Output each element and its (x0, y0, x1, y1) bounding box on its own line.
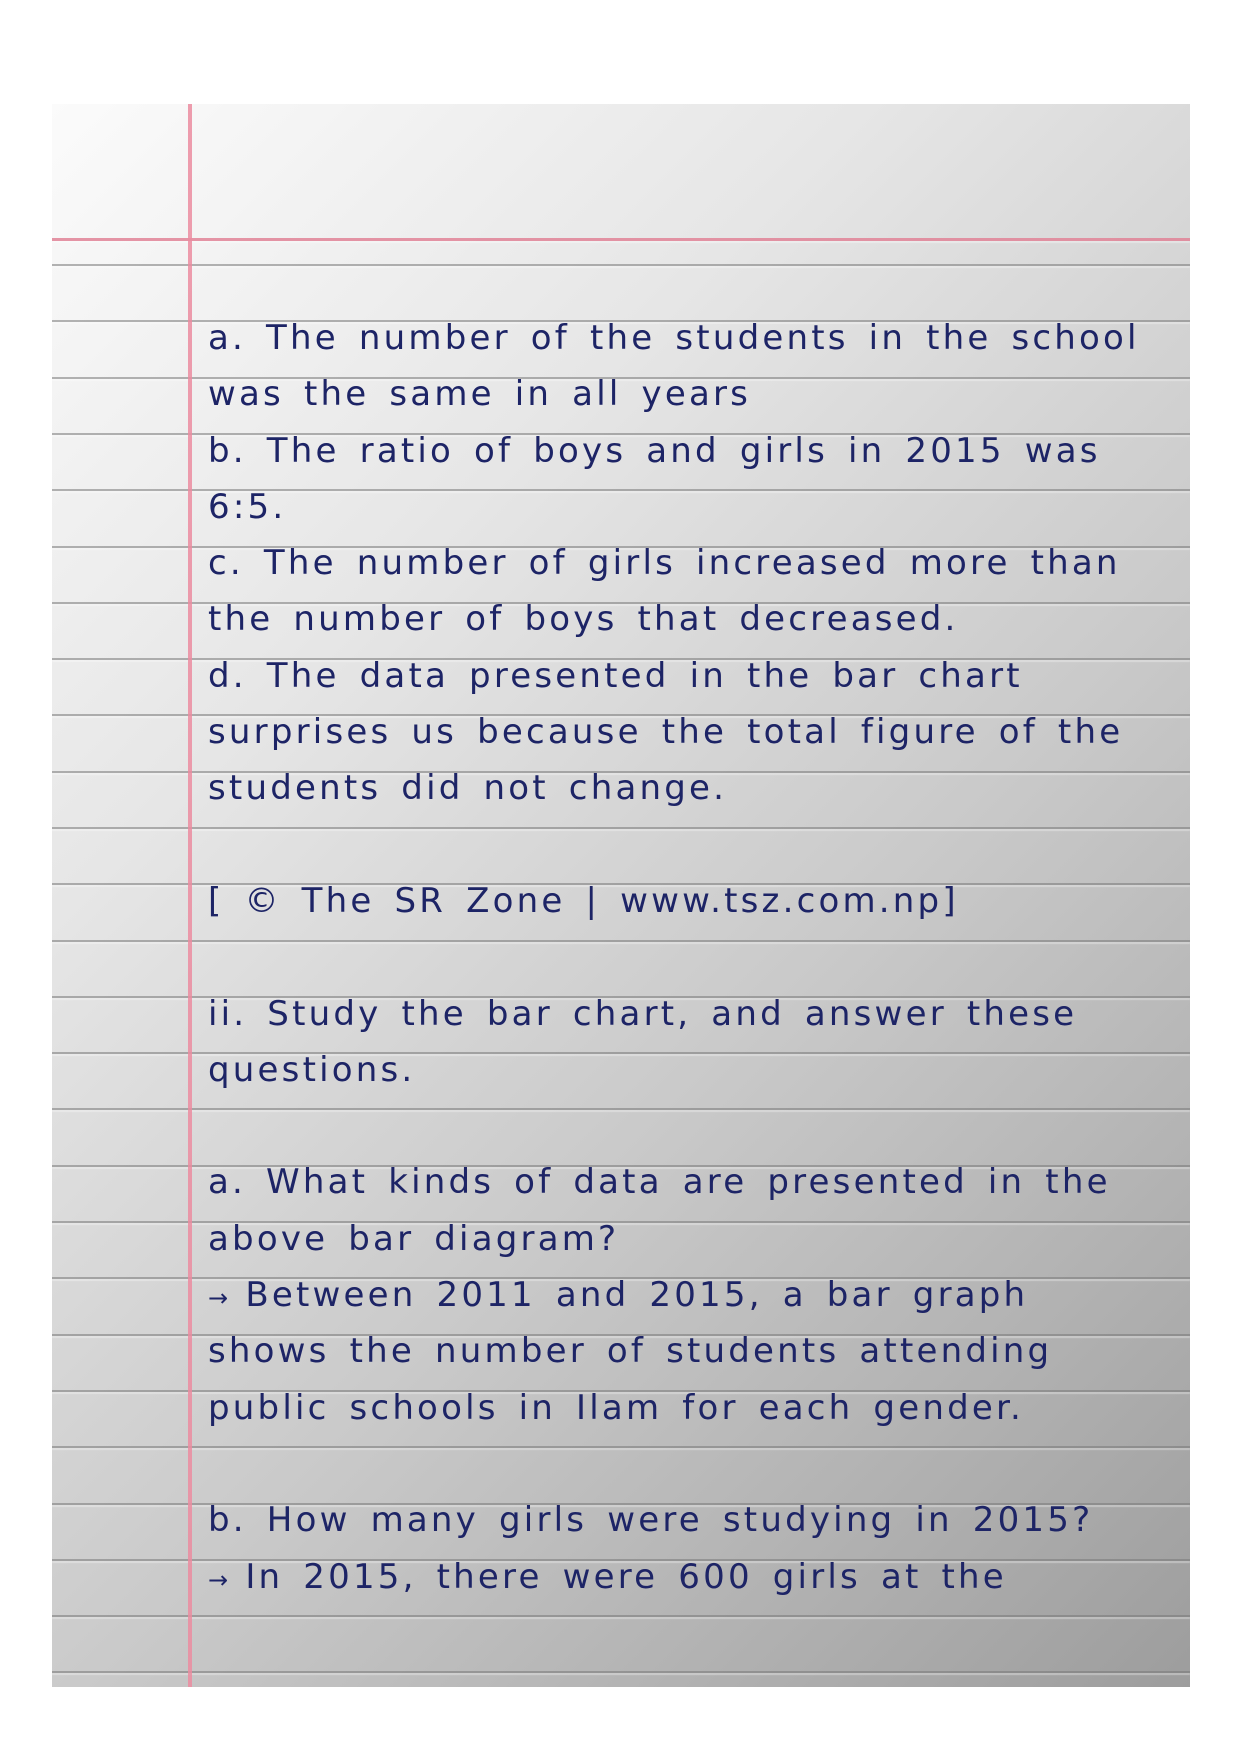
question-line: b. How many girls were studying in 2015? (208, 1500, 1094, 1541)
answer-line: → Between 2011 and 2015, a bar graph (208, 1275, 1029, 1316)
text-line: questions. (208, 1049, 416, 1090)
notebook-page (52, 104, 1190, 1687)
answer-line: → In 2015, there were 600 girls at the (208, 1556, 1007, 1597)
question-line: above bar diagram? (208, 1218, 620, 1259)
text-line: b. The ratio of boys and girls in 2015 was (208, 430, 1101, 471)
question-line: a. What kinds of data are presented in the (208, 1162, 1111, 1203)
copyright-line: [ © The SR Zone | www.tsz.com.np] (208, 880, 959, 921)
text-line: the number of boys that decreased. (208, 599, 959, 640)
text-line: 6:5. (208, 486, 287, 527)
answer-line: public schools in Ilam for each gender. (208, 1387, 1025, 1428)
ruled-line (52, 264, 1190, 266)
text-line: students did not change. (208, 768, 728, 809)
ruled-line (52, 1615, 1190, 1617)
header-rule (52, 238, 1190, 241)
text-line: surprises us because the total figure of the (208, 712, 1124, 753)
text-line: was the same in all years (208, 374, 752, 415)
blank-line (208, 1436, 1168, 1492)
text-line: c. The number of girls increased more than (208, 543, 1121, 584)
blank-line (208, 817, 1168, 873)
arrow-icon: → (208, 1284, 232, 1313)
page-text (208, 310, 1168, 1605)
margin-line (188, 104, 192, 1687)
text-line: a. The number of the students in the school (208, 318, 1140, 358)
answer-line: shows the number of students attending (208, 1331, 1053, 1372)
text-line: ii. Study the bar chart, and answer these (208, 993, 1078, 1034)
blank-line (208, 1098, 1168, 1154)
blank-line (208, 929, 1168, 985)
arrow-icon: → (208, 1565, 232, 1594)
text-line: d. The data presented in the bar chart (208, 655, 1023, 696)
ruled-line (52, 1671, 1190, 1673)
